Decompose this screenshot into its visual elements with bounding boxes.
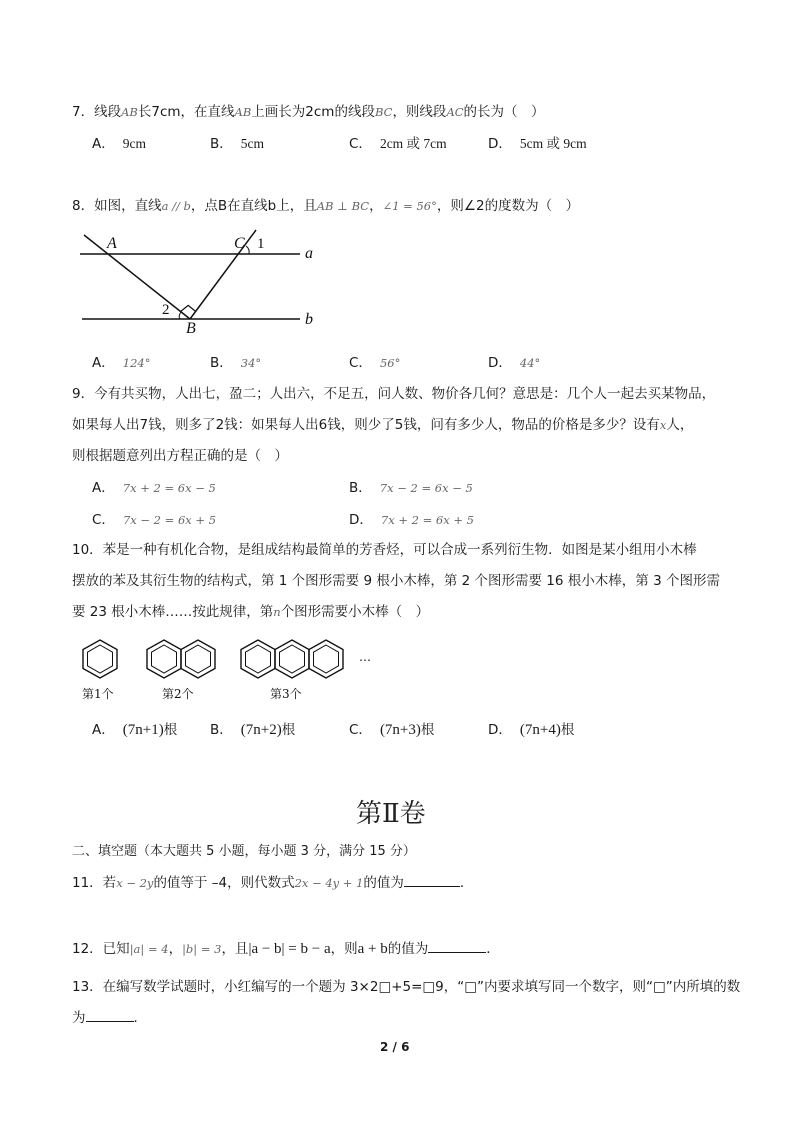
q7-stem: 7．线段AB长7cm，在直线AB上画长为2cm的线段BC，则线段AC的长为（ ） <box>72 104 545 120</box>
q10-line2: 摆放的苯及其衍生物的结构式，第 1 个图形需要 9 根小木棒，第 2 个图形需要 16 根小木棒，第 3 个图形需 <box>72 573 720 589</box>
segment-ab <box>84 235 190 319</box>
fig-label-2: 第2个 <box>162 687 194 701</box>
q13-line1: 13．在编写数学试题时，小红编写的一个题为 3×2□+5=□9，“□”内要求填写同一个数字，则“□”内所填的数 <box>72 979 741 995</box>
q7-option-a[interactable]: A． 9cm <box>92 136 146 152</box>
q13-line2: 为 ． <box>72 1010 147 1026</box>
fig-label-1: 第1个 <box>82 687 114 701</box>
page-number: 2 / 6 <box>380 1040 410 1054</box>
q7-option-b[interactable]: B． 5cm <box>210 136 265 152</box>
benzene-figures <box>72 632 382 707</box>
q9-option-c[interactable]: C． 7x − 2 = 6x + 5 <box>92 512 217 528</box>
q10-option-d[interactable]: D． (7n+4)根 <box>488 722 575 738</box>
q10-option-a[interactable]: A． (7n+1)根 <box>92 722 178 738</box>
q8-stem: 8．如图，直线a // b，点B在直线b上，且AB ⊥ BC，∠1 = 56°，则∠2的度数为（ ） <box>72 198 580 214</box>
q9-line1: 9．今有共买物，人出七，盈二；人出六，不足五，问人数、物价各几何？意思是：几个人一起去买某物品， <box>72 386 716 402</box>
benzene-figure-3 <box>241 640 343 678</box>
q9-option-d[interactable]: D． 7x + 2 = 6x + 5 <box>349 512 474 528</box>
q9-option-b[interactable]: B． 7x − 2 = 6x − 5 <box>349 480 473 496</box>
label-angle-2: 2 <box>162 302 170 318</box>
segment-bc <box>190 230 256 319</box>
q9-line3: 则根据题意列出方程正确的是（ ） <box>72 448 288 464</box>
section-subtitle: 二、填空题（本大题共 5 小题，每小题 3 分，满分 15 分） <box>72 844 416 859</box>
right-angle-marker <box>181 305 196 311</box>
q12-stem: 12．已知|a| = 4，|b| = 3，且|a − b| = b − a，则a + b的值为 ． <box>72 941 500 957</box>
q11-answer-blank[interactable] <box>404 874 460 887</box>
q11-stem: 11．若x − 2y的值等于 –4，则代数式2x − 4y + 1的值为 ． <box>72 875 474 891</box>
q10-option-c[interactable]: C． (7n+3)根 <box>349 722 435 738</box>
label-c-point: C <box>234 235 245 252</box>
benzene-figure-2 <box>147 640 215 678</box>
q9-line2: 如果每人出7钱，则多了2钱：如果每人出6钱，则少了5钱，问有多少人，物品的价格是多少？设有x人， <box>72 417 694 433</box>
fig-label-3: 第3个 <box>270 687 302 701</box>
q10-line3: 要 23 根小木棒……按此规律，第n个图形需要小木棒（ ） <box>72 604 430 620</box>
benzene-ellipsis: … <box>359 650 371 664</box>
q10-line1: 10．苯是一种有机化合物，是组成结构最简单的芳香烃，可以合成一系列衍生物．如图是某小组用小木棒 <box>72 542 697 558</box>
q13-answer-blank[interactable] <box>86 1009 134 1022</box>
q7-option-d[interactable]: D． 5cm 或 9cm <box>488 136 587 152</box>
q8-option-a[interactable]: A． 124° <box>92 355 151 371</box>
q8-option-d[interactable]: D． 44° <box>488 355 541 371</box>
q12-answer-blank[interactable] <box>428 940 486 953</box>
q10-option-b[interactable]: B． (7n+2)根 <box>210 722 296 738</box>
q7-option-c[interactable]: C． 2cm 或 7cm <box>349 136 447 152</box>
benzene-figure-1 <box>83 640 117 678</box>
label-b-point: B <box>186 320 196 337</box>
angle-2-arc <box>179 312 181 319</box>
q8-option-b[interactable]: B． 34° <box>210 355 262 371</box>
label-line-a: a <box>305 245 313 262</box>
q8-figure <box>74 226 334 338</box>
label-line-b: b <box>305 311 313 328</box>
q9-option-a[interactable]: A． 7x + 2 = 6x − 5 <box>92 480 216 496</box>
angle-1-arc <box>246 246 249 254</box>
section-title: 第Ⅱ卷 <box>356 799 426 829</box>
label-angle-1: 1 <box>257 236 265 252</box>
q8-option-c[interactable]: C． 56° <box>349 355 401 371</box>
label-a-point: A <box>107 235 117 252</box>
